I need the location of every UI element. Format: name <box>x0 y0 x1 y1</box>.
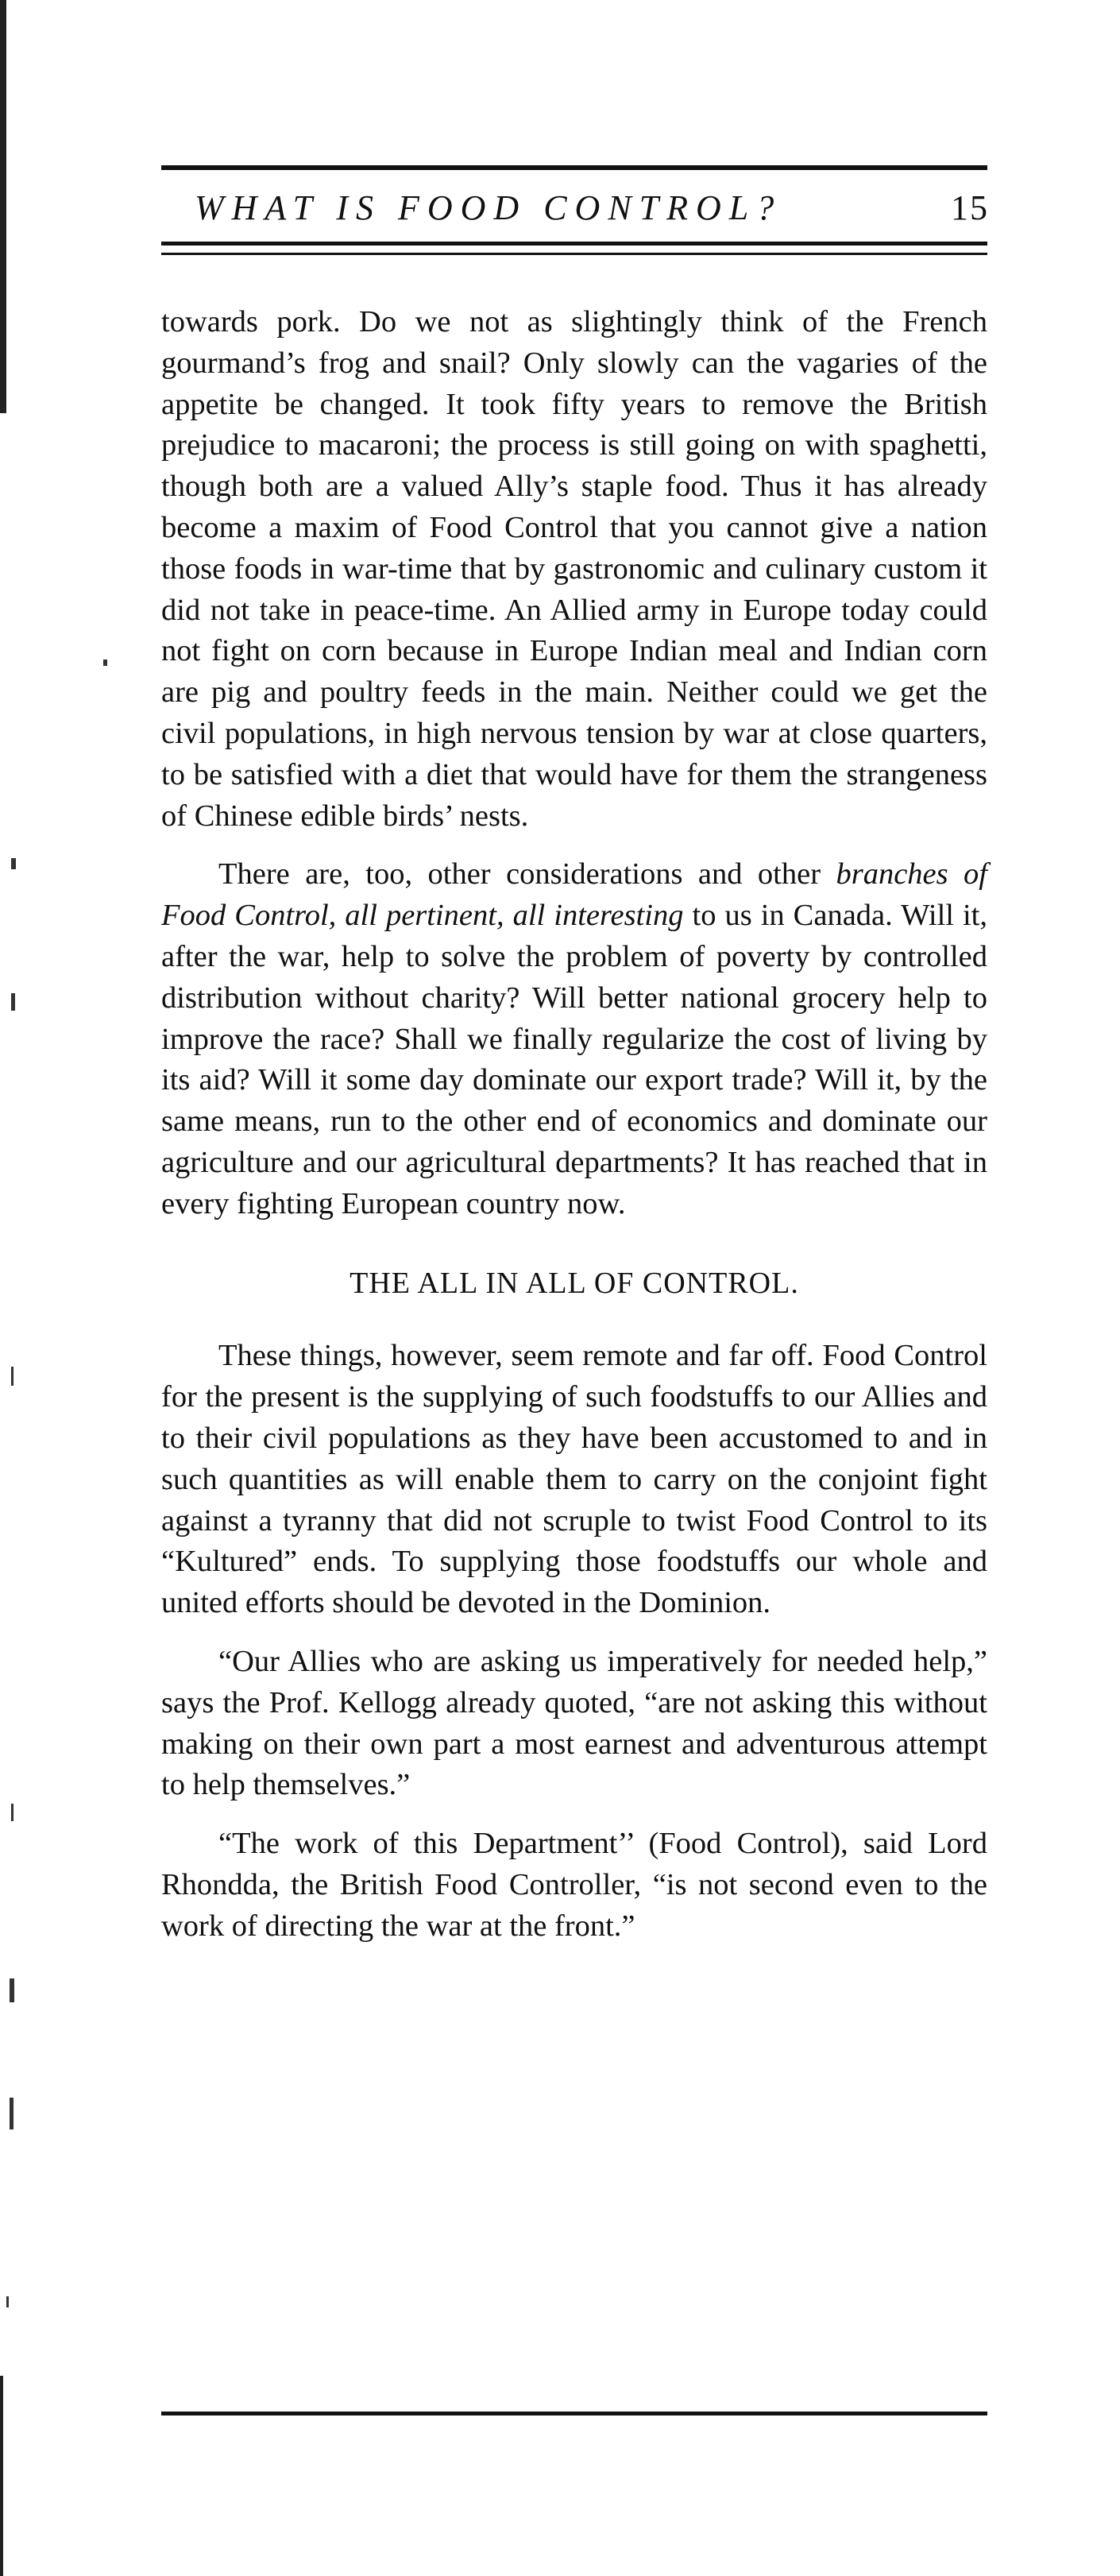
paragraph-italic-text: branches of Food Control, all pertinent, all interesting <box>161 857 987 933</box>
footer-rule <box>161 2412 987 2415</box>
scan-speck <box>6 2296 9 2307</box>
paragraph-text: There are, too, other considerations and other <box>218 857 836 892</box>
scan-speck <box>11 993 15 1011</box>
header-rule-bottom-thin <box>161 253 987 255</box>
running-title: WHAT IS FOOD CONTROL? <box>195 188 782 227</box>
scan-edge <box>0 0 6 413</box>
paragraph: towards pork. Do we not as slightingly think of the French gourmand’s frog and snail? Only slowly can the vagaries of the appetite be changed. It took fifty years to remove the British prejudice to macaroni; the process is still going on with spaghetti, though both are a valued Ally’s staple food. Thus it has already become a maxim of Food Control that you cannot give a nation those foods in war-time that by gastronomic and culinary custom it did not take in peace-time. An Allied army in Europe today could not fight on corn because in Europe Indian meal and Indian corn are pig and poultry feeds in the main. Neither could we get the civil populations, in high nervous tension by war at close quarters, to be satisfied with a diet that would have for them the strangeness of Chinese edible birds’ nests. <box>161 305 987 833</box>
scan-speck <box>10 2098 14 2129</box>
paragraph: These things, however, seem remote and far off. Food Control for the present is the supplying of such foodstuffs to our Allies and to their civil populations as they have been accustomed to and in such quantities as will enable them to carry on the conjoint fight against a tyranny that did not scruple to twist Food Control to its “Kultured” ends. To supplying those foodstuffs our whole and united efforts should be devoted in the Dominion. <box>161 1339 987 1620</box>
scan-speck <box>11 1804 14 1821</box>
scan-speck <box>11 1367 14 1386</box>
scan-speck <box>10 1978 14 2002</box>
header-rule-top <box>161 165 987 170</box>
paragraph-text: to us in Canada. Will it, after the war, help to solve the problem of poverty by controlled distribution without charity? Will better national grocery help to improve the race? Shall we finally regularize the cost of living by its aid? Will it some day dominate our export trade? Will it, by the same means, run to the other end of economics and dominate our agriculture and our agricultural departments? It has reached that in every fighting European country now. <box>161 899 987 1220</box>
page-number: 15 <box>951 188 989 227</box>
scan-speck <box>103 659 107 666</box>
paragraph <box>161 854 987 1224</box>
section-heading: THE ALL IN ALL OF CONTROL. <box>350 1266 799 1300</box>
paragraph: “Our Allies who are asking us imperatively for needed help,” says the Prof. Kellogg already quoted, “are not asking this without making on their own part a most earnest and adventurous attempt to help themselves.” <box>161 1644 987 1802</box>
running-header <box>195 184 989 232</box>
header-rule-bottom <box>161 242 987 246</box>
body-text <box>161 302 987 1947</box>
paragraph: “The work of this Department’’ (Food Control), said Lord Rhondda, the British Food Controller, “is not second even to the work of directing the war at the front.” <box>161 1827 987 1943</box>
scan-edge-lower <box>0 2376 3 2576</box>
scan-speck <box>11 858 16 869</box>
